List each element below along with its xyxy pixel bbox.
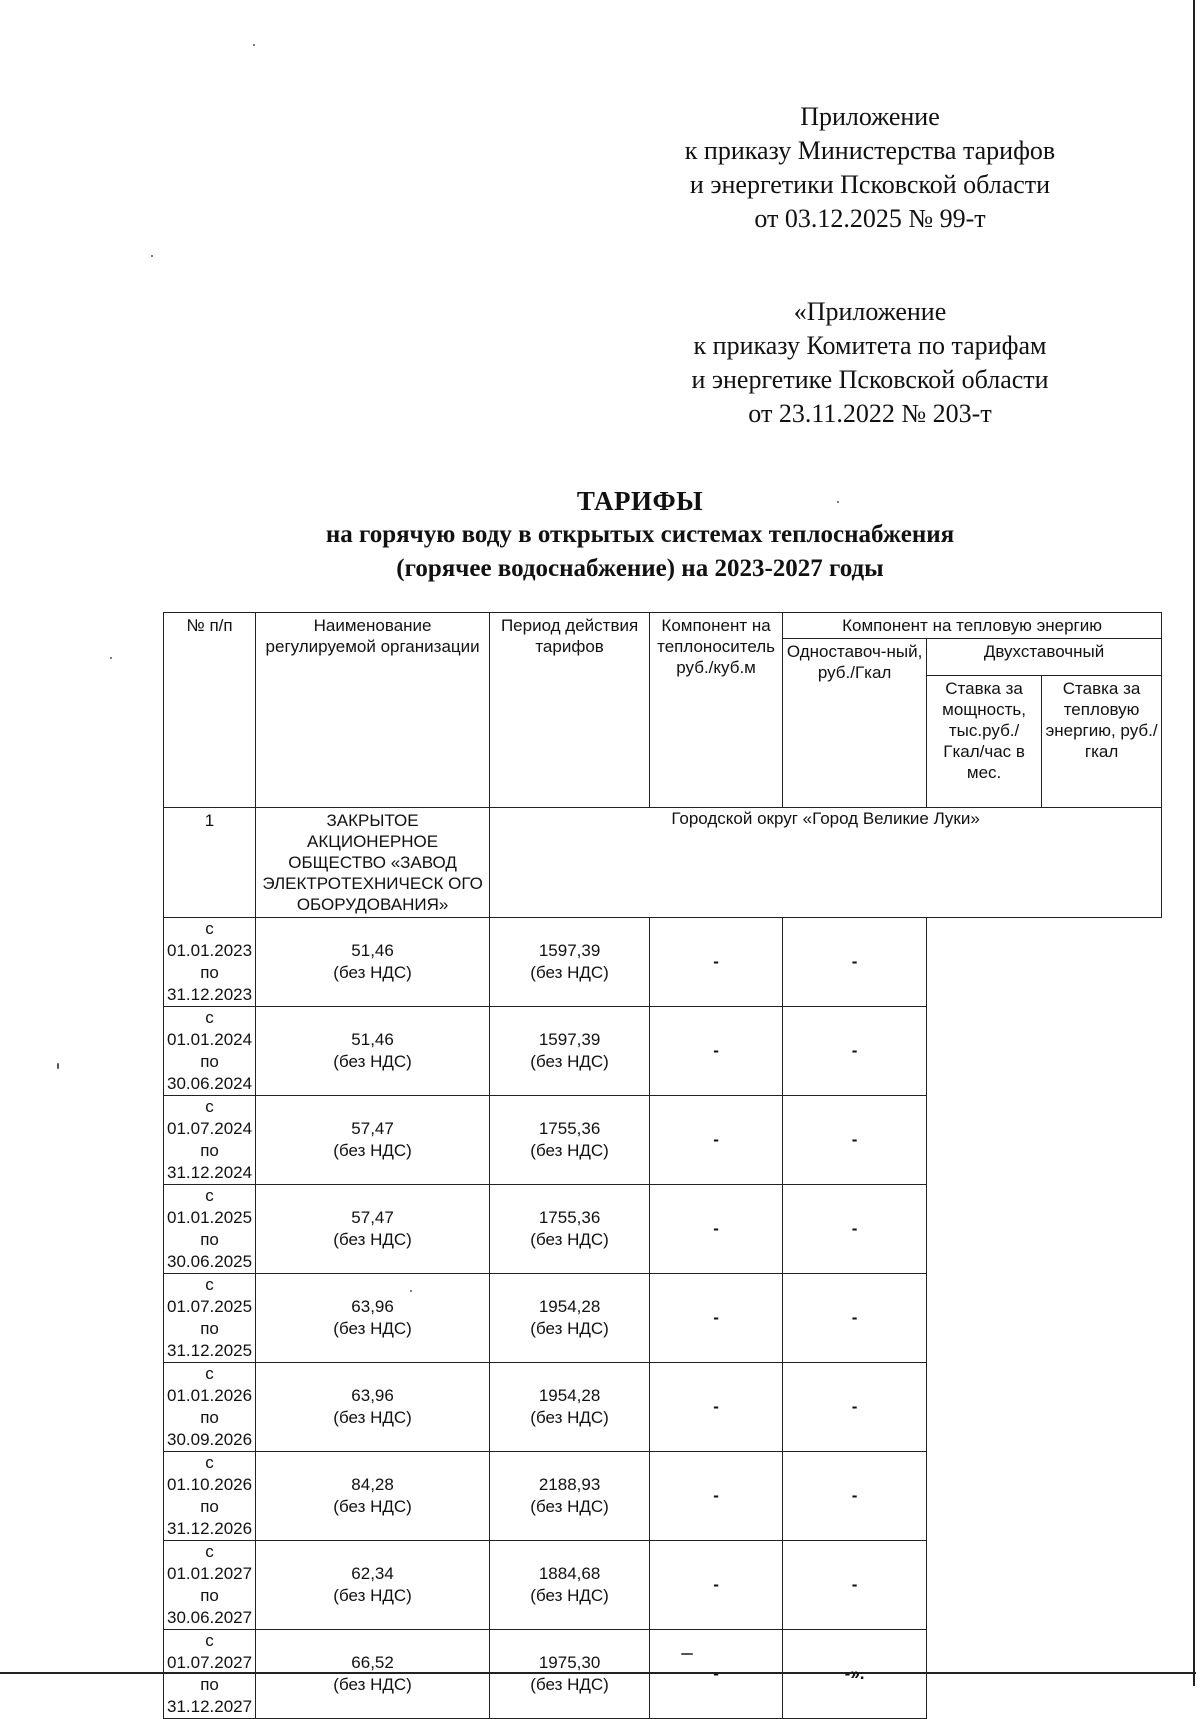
- energy-rate-cell: [783, 918, 927, 1007]
- appendix-header-committee: [640, 295, 1100, 431]
- energy-rate-cell: [783, 1185, 927, 1274]
- capacity-rate-value: -: [713, 1664, 719, 1683]
- tariff-row: [164, 1630, 1162, 1719]
- organization-name: ЗАКРЫТОЕ АКЦИОНЕРНОЕ ОБЩЕСТВО «ЗАВОД ЭЛЕКТРОТЕХНИЧЕСК ОГО ОБОРУДОВАНИЯ»: [256, 808, 490, 918]
- single-rate-cell: [490, 1452, 650, 1541]
- energy-rate-cell: [783, 1007, 927, 1096]
- single-rate-cell: [490, 1096, 650, 1185]
- energy-rate-cell: [783, 1630, 927, 1719]
- capacity-rate-cell: [650, 1185, 783, 1274]
- appendix-line: к приказу Министерства тарифов: [684, 136, 1056, 165]
- single-rate-note: (без НДС): [530, 1052, 609, 1071]
- period-from: с 01.01.2025: [167, 1186, 253, 1227]
- document-title: [160, 484, 1120, 586]
- energy-rate-value: -: [851, 1308, 858, 1327]
- carrier-cell: [256, 1452, 490, 1541]
- carrier-cell: [256, 1274, 490, 1363]
- single-rate-cell: [490, 1541, 650, 1630]
- appendix-line: и энергетике Псковской области: [691, 365, 1049, 394]
- scan-speck: [410, 1290, 412, 1292]
- carrier-cell: [256, 1630, 490, 1719]
- appendix-line: и энергетики Псковской области: [689, 170, 1051, 199]
- period-to: по 31.12.2026: [167, 1497, 253, 1538]
- single-rate-note: (без НДС): [530, 1141, 609, 1160]
- energy-rate-value: -: [851, 1041, 858, 1060]
- header-org: Наименование регулируемой организации: [256, 613, 490, 808]
- single-rate-cell: [490, 918, 650, 1007]
- single-rate-note: (без НДС): [530, 1586, 609, 1605]
- tariff-row: [164, 1007, 1162, 1096]
- carrier-value: 63,96: [351, 1297, 394, 1316]
- single-rate-cell: [490, 1185, 650, 1274]
- period-to: по 31.12.2023: [167, 963, 253, 1004]
- period-cell: [164, 1185, 256, 1274]
- row-number: 1: [164, 808, 256, 918]
- carrier-note: (без НДС): [333, 1408, 412, 1427]
- tariff-row: [164, 1452, 1162, 1541]
- energy-rate-cell: [783, 1541, 927, 1630]
- single-rate-note: (без НДС): [530, 1497, 609, 1516]
- single-rate-cell: [490, 1274, 650, 1363]
- tariff-row: [164, 1096, 1162, 1185]
- capacity-rate-cell: [650, 1274, 783, 1363]
- period-from: с 01.01.2027: [167, 1542, 253, 1583]
- period-cell: [164, 1363, 256, 1452]
- period-cell: [164, 1452, 256, 1541]
- capacity-rate-cell: [650, 1363, 783, 1452]
- capacity-rate-value: -: [713, 1041, 719, 1060]
- scan-speck: [151, 255, 153, 257]
- period-from: с 01.01.2026: [167, 1364, 253, 1405]
- single-rate-value: 1884,68: [538, 1564, 601, 1583]
- capacity-rate-cell: [650, 1096, 783, 1185]
- carrier-note: (без НДС): [333, 1052, 412, 1071]
- period-from: с 01.07.2024: [167, 1097, 253, 1138]
- period-to: по 30.06.2025: [167, 1230, 253, 1271]
- period-cell: [164, 1541, 256, 1630]
- single-rate-note: (без НДС): [530, 1230, 609, 1249]
- carrier-note: (без НДС): [333, 963, 412, 982]
- energy-rate-cell: [783, 1363, 927, 1452]
- tariff-row: [164, 918, 1162, 1007]
- scan-speck: [110, 657, 112, 659]
- period-from: с 01.10.2026: [167, 1453, 253, 1494]
- carrier-note: (без НДС): [333, 1675, 412, 1694]
- single-rate-cell: [490, 1363, 650, 1452]
- period-to: по 30.09.2026: [167, 1408, 253, 1449]
- carrier-cell: [256, 1096, 490, 1185]
- period-from: с 01.01.2023: [167, 919, 253, 960]
- energy-rate-value: -».: [844, 1664, 865, 1683]
- single-rate-value: 1755,36: [538, 1119, 601, 1138]
- single-rate-value: 1597,39: [538, 941, 601, 960]
- period-cell: [164, 1630, 256, 1719]
- energy-rate-value: -: [851, 1219, 858, 1238]
- carrier-value: 51,46: [351, 1030, 394, 1049]
- header-heat: Компонент на тепловую энергию: [783, 613, 1162, 639]
- header-period: Период действия тарифов: [490, 613, 650, 808]
- carrier-value: 57,47: [351, 1119, 394, 1138]
- period-to: по 30.06.2027: [167, 1586, 253, 1627]
- scan-speck: [681, 1653, 693, 1655]
- capacity-rate-cell: [650, 918, 783, 1007]
- period-cell: [164, 1007, 256, 1096]
- carrier-value: 63,96: [351, 1386, 394, 1405]
- header-capacity: Ставка за мощность, тыс.руб./ Гкал/час в мес.: [927, 676, 1042, 808]
- scan-border-right: [1193, 0, 1195, 1686]
- carrier-cell: [256, 1363, 490, 1452]
- single-rate-note: (без НДС): [530, 1408, 609, 1427]
- capacity-rate-cell: [650, 1541, 783, 1630]
- tariff-table-wrapper: [163, 612, 1162, 1719]
- appendix-line: от 03.12.2025 № 99-т: [754, 204, 986, 233]
- energy-rate-value: -: [851, 1397, 858, 1416]
- energy-rate-value: -: [851, 952, 858, 971]
- tariff-row: [164, 1541, 1162, 1630]
- capacity-rate-value: -: [713, 1397, 719, 1416]
- single-rate-note: (без НДС): [530, 1319, 609, 1338]
- appendix-line: Приложение: [800, 102, 940, 131]
- tariff-row: [164, 1274, 1162, 1363]
- carrier-value: 84,28: [351, 1475, 394, 1494]
- capacity-rate-cell: [650, 1630, 783, 1719]
- carrier-cell: [256, 1185, 490, 1274]
- single-rate-value: 1597,39: [538, 1030, 601, 1049]
- energy-rate-cell: [783, 1452, 927, 1541]
- header-single: Одноставоч-ный, руб./Гкал: [783, 639, 927, 808]
- period-cell: [164, 1096, 256, 1185]
- carrier-value: 66,52: [351, 1653, 394, 1672]
- capacity-rate-value: -: [713, 1486, 719, 1505]
- district-name: Городской округ «Город Великие Луки»: [490, 808, 1162, 918]
- single-rate-note: (без НДС): [530, 963, 609, 982]
- tariff-row: [164, 1185, 1162, 1274]
- scan-speck: [837, 501, 839, 503]
- carrier-value: 51,46: [351, 941, 394, 960]
- single-rate-cell: [490, 1630, 650, 1719]
- appendix-line: «Приложение: [793, 297, 947, 326]
- single-rate-value: 2188,93: [538, 1475, 601, 1494]
- scan-speck: [57, 1063, 59, 1069]
- capacity-rate-value: -: [713, 1308, 719, 1327]
- energy-rate-cell: [783, 1096, 927, 1185]
- carrier-value: 57,47: [351, 1208, 394, 1227]
- energy-rate-value: -: [851, 1486, 858, 1505]
- energy-rate-value: -: [851, 1575, 858, 1594]
- tariff-table: [163, 612, 1162, 1719]
- single-rate-value: 1954,28: [538, 1297, 601, 1316]
- carrier-note: (без НДС): [333, 1586, 412, 1605]
- carrier-cell: [256, 1007, 490, 1096]
- carrier-note: (без НДС): [333, 1141, 412, 1160]
- period-cell: [164, 1274, 256, 1363]
- single-rate-cell: [490, 1007, 650, 1096]
- title-main: ТАРИФЫ: [576, 486, 704, 516]
- capacity-rate-value: -: [713, 1575, 719, 1594]
- period-to: по 31.12.2025: [167, 1319, 253, 1360]
- period-to: по 31.12.2027: [167, 1675, 253, 1716]
- tariff-row: [164, 1363, 1162, 1452]
- scan-speck: [253, 44, 255, 46]
- appendix-line: к приказу Комитета по тарифам: [693, 331, 1047, 360]
- header-energy: Ставка за тепловую энергию, руб./гкал: [1042, 676, 1162, 808]
- capacity-rate-value: -: [713, 1219, 719, 1238]
- period-to: по 31.12.2024: [167, 1141, 253, 1182]
- single-rate-note: (без НДС): [530, 1675, 609, 1694]
- appendix-header-ministry: [640, 100, 1100, 236]
- title-subtitle: (горячее водоснабжение) на 2023-2027 годы: [396, 555, 884, 582]
- header-carrier: Компонент на теплоноситель руб./куб.м: [650, 613, 783, 808]
- title-subtitle: на горячую воду в открытых системах теплоснабжения: [325, 521, 955, 548]
- period-from: с 01.07.2027: [167, 1631, 253, 1672]
- carrier-cell: [256, 1541, 490, 1630]
- appendix-line: от 23.11.2022 № 203-т: [748, 399, 992, 428]
- single-rate-value: 1954,28: [538, 1386, 601, 1405]
- period-to: по 30.06.2024: [167, 1052, 253, 1093]
- capacity-rate-cell: [650, 1452, 783, 1541]
- carrier-note: (без НДС): [333, 1319, 412, 1338]
- capacity-rate-value: -: [713, 1130, 719, 1149]
- single-rate-value: 1975,30: [538, 1653, 601, 1672]
- period-from: с 01.01.2024: [167, 1008, 253, 1049]
- header-num: № п/п: [164, 613, 256, 808]
- single-rate-value: 1755,36: [538, 1208, 601, 1227]
- energy-rate-value: -: [851, 1130, 858, 1149]
- carrier-note: (без НДС): [333, 1230, 412, 1249]
- capacity-rate-cell: [650, 1007, 783, 1096]
- capacity-rate-value: -: [713, 952, 719, 971]
- carrier-value: 62,34: [351, 1564, 394, 1583]
- period-from: с 01.07.2025: [167, 1275, 253, 1316]
- header-double: Двухставочный: [927, 639, 1162, 676]
- tariff-rows: [164, 918, 1162, 1719]
- period-cell: [164, 918, 256, 1007]
- carrier-note: (без НДС): [333, 1497, 412, 1516]
- energy-rate-cell: [783, 1274, 927, 1363]
- carrier-cell: [256, 918, 490, 1007]
